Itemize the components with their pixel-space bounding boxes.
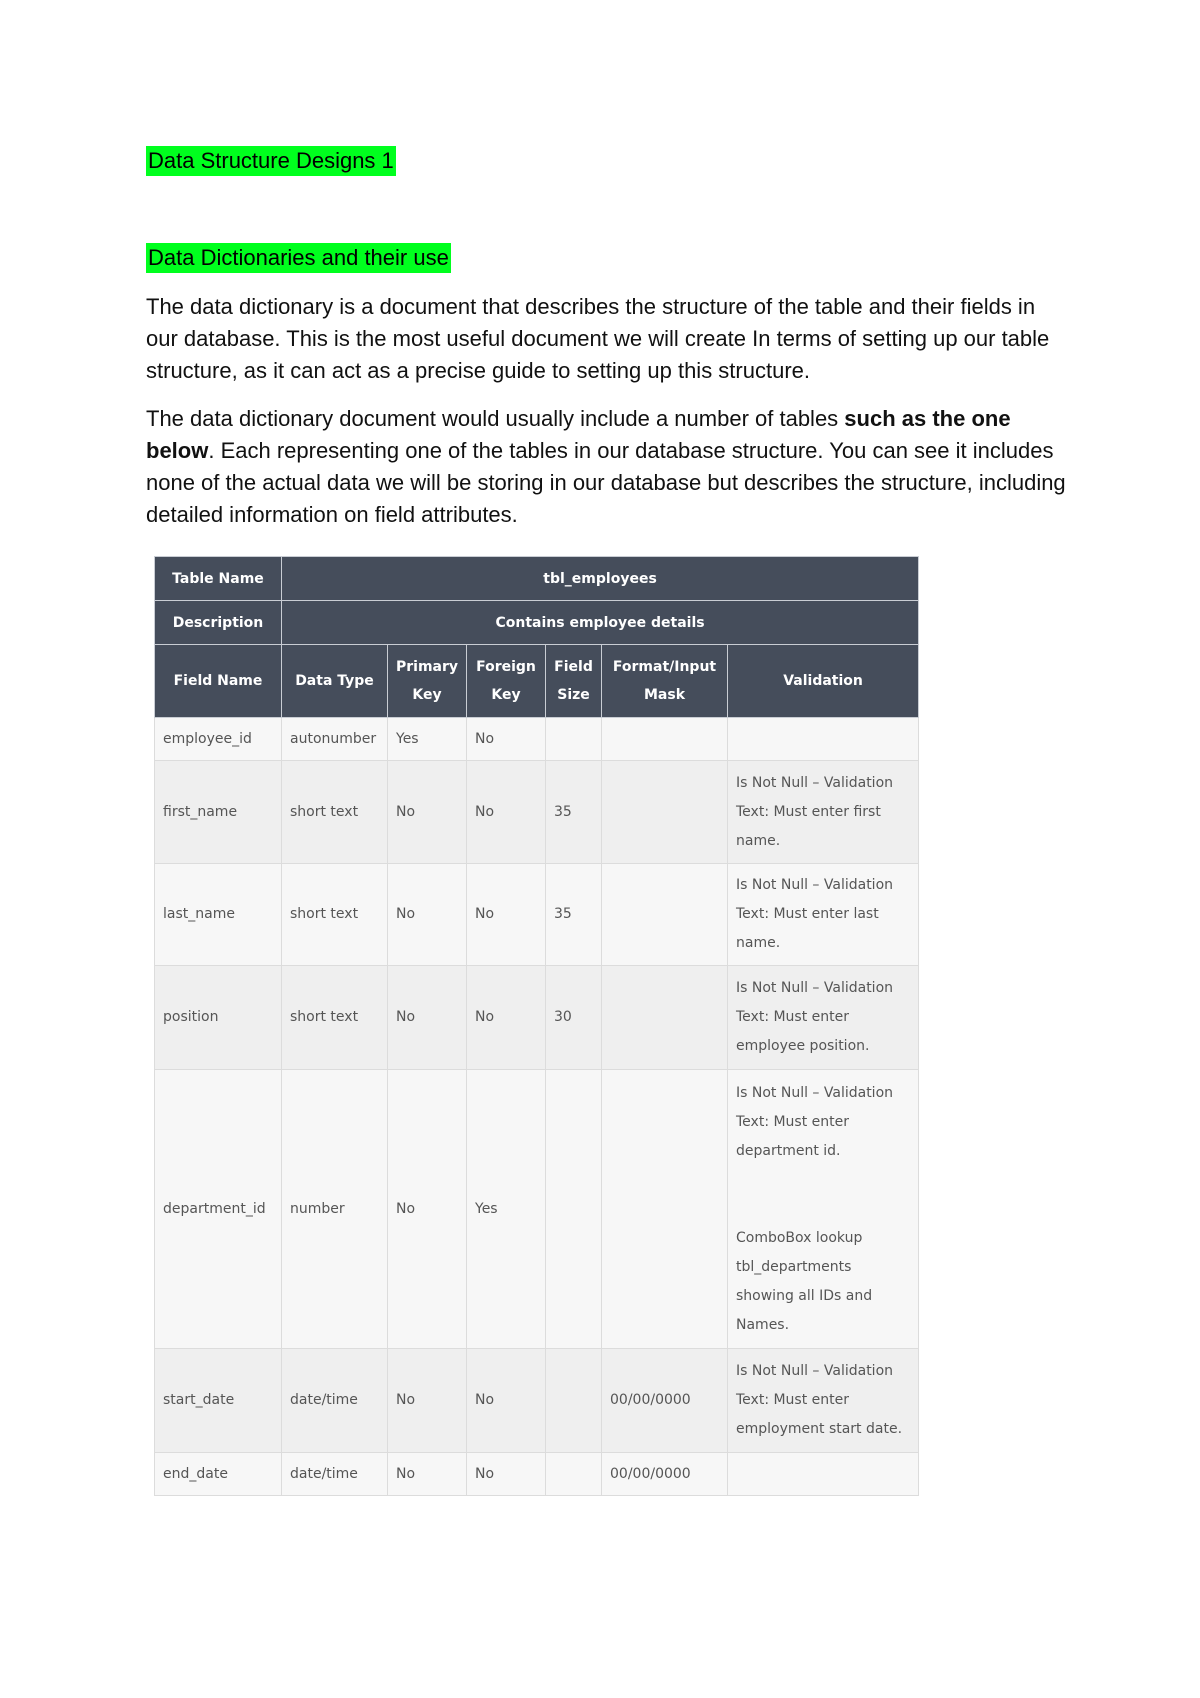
column-header: Validation <box>728 645 919 718</box>
cell-primary-key: No <box>388 864 467 966</box>
highlighted-heading-data-dictionaries: Data Dictionaries and their use <box>146 243 451 273</box>
table-row <box>155 1349 919 1453</box>
highlighted-heading-data-structure-designs: Data Structure Designs 1 <box>146 146 396 176</box>
cell-data-type: number <box>282 1070 388 1349</box>
cell-format <box>602 966 728 1070</box>
cell-field-name: department_id <box>155 1070 282 1349</box>
cell-data-type: short text <box>282 966 388 1070</box>
column-header: Data Type <box>282 645 388 718</box>
cell-format: 00/00/0000 <box>602 1453 728 1496</box>
cell-format <box>602 718 728 761</box>
cell-primary-key: No <box>388 1070 467 1349</box>
paragraph-bold-text: such as the one below <box>146 406 1011 463</box>
column-header: Format/Input Mask <box>602 645 728 718</box>
cell-data-type: date/time <box>282 1349 388 1453</box>
cell-field-size: 35 <box>546 864 602 966</box>
cell-validation: Is Not Null – Validation Text: Must enter last name. <box>728 864 919 966</box>
cell-foreign-key: No <box>467 761 546 864</box>
cell-validation <box>728 718 919 761</box>
cell-primary-key: No <box>388 1349 467 1453</box>
cell-format <box>602 864 728 966</box>
column-header: Primary Key <box>388 645 467 718</box>
cell-validation <box>728 1453 919 1496</box>
cell-validation: Is Not Null – Validation Text: Must enter employment start date. <box>728 1349 919 1453</box>
cell-primary-key: No <box>388 966 467 1070</box>
table-name-value: tbl_employees <box>282 557 919 601</box>
cell-validation: Is Not Null – Validation Text: Must enter first name. <box>728 761 919 864</box>
validation-rule-text: Is Not Null – Validation Text: Must enter department id. <box>736 1084 894 1159</box>
cell-format <box>602 761 728 864</box>
table-row <box>155 966 919 1070</box>
table-name-row <box>155 557 919 601</box>
cell-field-name: last_name <box>155 864 282 966</box>
validation-lookup-text: ComboBox lookup tbl_departments showing all IDs and Names. <box>736 1229 873 1333</box>
cell-foreign-key: No <box>467 864 546 966</box>
column-header: Foreign Key <box>467 645 546 718</box>
data-dictionary-table <box>154 556 919 1496</box>
intro-paragraph: The data dictionary is a document that describes the structure of the table and their fields in our database. This is the most useful document we will create In terms of setting up our table structure, as it can act as a precise guide to setting up this structure. <box>146 294 1050 383</box>
cell-field-name: end_date <box>155 1453 282 1496</box>
cell-data-type: autonumber <box>282 718 388 761</box>
description-value: Contains employee details <box>282 601 919 645</box>
cell-field-size <box>546 1453 602 1496</box>
cell-foreign-key: No <box>467 1349 546 1453</box>
cell-field-size <box>546 1349 602 1453</box>
cell-foreign-key: No <box>467 966 546 1070</box>
cell-field-size: 35 <box>546 761 602 864</box>
cell-foreign-key: No <box>467 1453 546 1496</box>
cell-field-size <box>546 1070 602 1349</box>
cell-field-name: start_date <box>155 1349 282 1453</box>
description-paragraph <box>146 403 1066 531</box>
cell-validation <box>728 1070 919 1349</box>
cell-field-size <box>546 718 602 761</box>
cell-field-size: 30 <box>546 966 602 1070</box>
cell-format: 00/00/0000 <box>602 1349 728 1453</box>
cell-foreign-key: Yes <box>467 1070 546 1349</box>
cell-primary-key: Yes <box>388 718 467 761</box>
cell-primary-key: No <box>388 761 467 864</box>
cell-field-name: first_name <box>155 761 282 864</box>
cell-data-type: date/time <box>282 1453 388 1496</box>
table-name-label: Table Name <box>155 557 282 601</box>
column-header-row <box>155 645 919 718</box>
cell-field-name: employee_id <box>155 718 282 761</box>
column-header: Field Name <box>155 645 282 718</box>
cell-primary-key: No <box>388 1453 467 1496</box>
cell-field-name: position <box>155 966 282 1070</box>
table-row <box>155 864 919 966</box>
cell-data-type: short text <box>282 864 388 966</box>
table-row <box>155 761 919 864</box>
table-row <box>155 1453 919 1496</box>
cell-data-type: short text <box>282 761 388 864</box>
table-row <box>155 718 919 761</box>
cell-foreign-key: No <box>467 718 546 761</box>
paragraph-text: The data dictionary document would usually include a number of tables <box>146 406 845 431</box>
table-row <box>155 1070 919 1349</box>
cell-format <box>602 1070 728 1349</box>
spacer <box>736 1166 910 1224</box>
column-header: Field Size <box>546 645 602 718</box>
cell-validation: Is Not Null – Validation Text: Must enter employee position. <box>728 966 919 1070</box>
description-row <box>155 601 919 645</box>
description-label: Description <box>155 601 282 645</box>
paragraph-text: . Each representing one of the tables in our database structure. You can see it includes none of the actual data we will be storing in our database but describes the structure, including detailed information on field attributes. <box>146 438 1066 527</box>
